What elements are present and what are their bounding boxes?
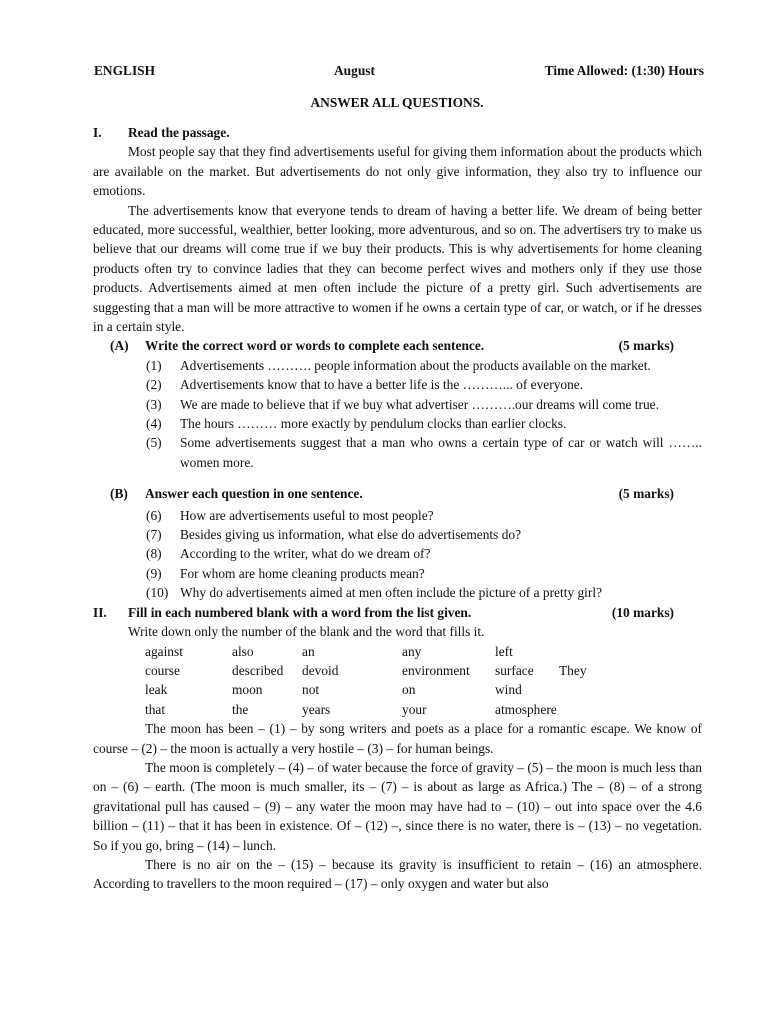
- word-cell: [559, 642, 587, 661]
- section-title: Fill in each numbered blank with a word from the list given.: [128, 604, 472, 620]
- question-item: [93, 395, 702, 414]
- exam-content: [93, 123, 702, 894]
- word-cell: wind: [495, 682, 522, 698]
- cloze-paragraph: The moon is completely – (4) – of water because the force of gravity – (5) – the moon is much less than on – (6) – earth. (The moon is much smaller, its – (7) – is about as large as Africa.) The – (8) – of a strong gravitational pull has caused – (9) – any water the moon may have had to – (10) – out into space over the 4.6 billion – (11) – that it has been in existence. Of – (12) –, since there is no water, there is – (13) – no vegetation. So if you go, bring – (14) – lunch.: [93, 759, 702, 853]
- question-number: (5): [146, 435, 162, 451]
- word-cell: also: [232, 643, 254, 659]
- cloze-paragraph: The moon has been – (1) – by song writers and poets as a place for a romantic escape. We know of course – (2) – the moon is actually a very hostile – (3) – for human beings.: [93, 721, 702, 756]
- question-number: (10): [146, 585, 169, 601]
- word-cell: left: [495, 643, 513, 659]
- section-title: Read the passage.: [128, 125, 230, 140]
- marks-label: (5 marks): [618, 486, 674, 502]
- question-item: [93, 544, 702, 563]
- question-item: [93, 564, 702, 583]
- cloze-paragraph: There is no air on the – (15) – because its gravity is insufficient to retain – (16) an atmosphere. According to travellers to the moon required – (17) – only oxygen and water but also: [93, 856, 702, 892]
- month-label: August: [334, 63, 375, 78]
- question-number: (6): [146, 507, 162, 523]
- question-item: [93, 583, 702, 602]
- question-number: (1): [146, 357, 162, 373]
- part-number: (B): [110, 486, 128, 502]
- part-title: Answer each question in one sentence.: [145, 486, 363, 502]
- marks-label: (10 marks): [611, 604, 674, 620]
- word-cell: any: [402, 643, 422, 659]
- word-cell: your: [402, 701, 427, 717]
- word-cell: an: [302, 643, 315, 659]
- word-cell: [559, 700, 587, 719]
- word-cell: devoid: [302, 662, 339, 678]
- question-text: According to the writer, what do we dream of?: [180, 546, 431, 562]
- question-text: Advertisements know that to have a better life is the ………... of everyone.: [180, 377, 584, 393]
- question-number: (3): [146, 396, 162, 412]
- part-title: Write the correct word or words to complete each sentence.: [145, 338, 485, 354]
- section-instruction: Write down only the number of the blank and the word that fills it.: [128, 624, 485, 640]
- section-1-heading: [93, 123, 702, 142]
- word-cell: [559, 680, 587, 699]
- word-cell: on: [402, 682, 416, 698]
- word-list: [145, 642, 587, 720]
- question-item: [93, 506, 702, 525]
- section-2-heading: [93, 603, 702, 622]
- word-cell: described: [232, 662, 284, 678]
- question-text: Some advertisements suggest that a man who owns a certain type of car or watch will …….. women more.: [180, 435, 702, 470]
- question-number: (7): [146, 527, 162, 543]
- question-text: How are advertisements useful to most people?: [180, 507, 434, 523]
- question-item: [93, 433, 702, 472]
- question-text: Why do advertisements aimed at men often include the picture of a pretty girl?: [180, 585, 603, 601]
- word-cell: surface: [495, 662, 534, 678]
- time-allowed: Time Allowed: (1:30) Hours: [544, 63, 704, 78]
- question-item: [93, 375, 702, 394]
- word-row: [145, 661, 587, 680]
- passage-paragraph: Most people say that they find advertisements useful for giving them information about the products which are available on the market. But advertisements do not only give information, they also try to influence our emotions.: [93, 144, 702, 199]
- question-number: (8): [146, 546, 162, 562]
- subject-label: ENGLISH: [94, 63, 156, 78]
- word-cell: the: [232, 701, 249, 717]
- page-title: ANSWER ALL QUESTIONS.: [310, 95, 484, 110]
- question-number: (9): [146, 565, 162, 581]
- question-text: For whom are home cleaning products mean?: [180, 565, 425, 581]
- word-cell: years: [302, 701, 331, 717]
- question-number: (2): [146, 377, 162, 393]
- question-text: Advertisements ………. people information about the products available on the market.: [180, 357, 651, 373]
- section-number: I.: [93, 125, 102, 140]
- word-row: [145, 700, 587, 719]
- marks-label: (5 marks): [618, 338, 674, 354]
- part-a-heading: [93, 336, 702, 355]
- passage-paragraph: The advertisements know that everyone tends to dream of having a better life. We dream of being better educated, more successful, wealthier, better looking, more adventurous, and so on. The advertisers try to make us believe that our dreams will come true if we buy their products. This is why advertisements for home cleaning products often try to convince ladies that they can become perfect wives and mothers only if they use those products. Advertisements aimed at men often include the picture of a pretty girl. Such advertisements are suggesting that a man will be more attractive to women if he owns a certain type of car, or watch, or if he dresses in a certain style.: [93, 202, 702, 335]
- question-item: [93, 356, 702, 375]
- word-cell: They: [559, 662, 587, 678]
- word-cell: course: [145, 662, 180, 678]
- word-cell: leak: [145, 682, 168, 698]
- word-cell: that: [145, 701, 166, 717]
- question-number: (4): [146, 416, 162, 432]
- question-item: [93, 525, 702, 544]
- spacer: [93, 472, 702, 484]
- question-text: Besides giving us information, what else do advertisements do?: [180, 527, 522, 543]
- word-row: [145, 642, 587, 661]
- word-cell: environment: [402, 662, 470, 678]
- part-number: (A): [110, 338, 129, 354]
- word-cell: against: [145, 643, 183, 659]
- word-cell: moon: [232, 682, 263, 698]
- question-item: [93, 414, 702, 433]
- question-text: The hours ……… more exactly by pendulum clocks than earlier clocks.: [180, 416, 567, 432]
- word-cell: not: [302, 682, 320, 698]
- word-cell: atmosphere: [495, 701, 557, 717]
- section-number: II.: [93, 604, 107, 620]
- exam-header: [94, 61, 704, 81]
- question-text: We are made to believe that if we buy what advertiser ……….our dreams will come true.: [180, 396, 659, 412]
- word-row: [145, 680, 587, 699]
- part-b-heading: [93, 484, 702, 503]
